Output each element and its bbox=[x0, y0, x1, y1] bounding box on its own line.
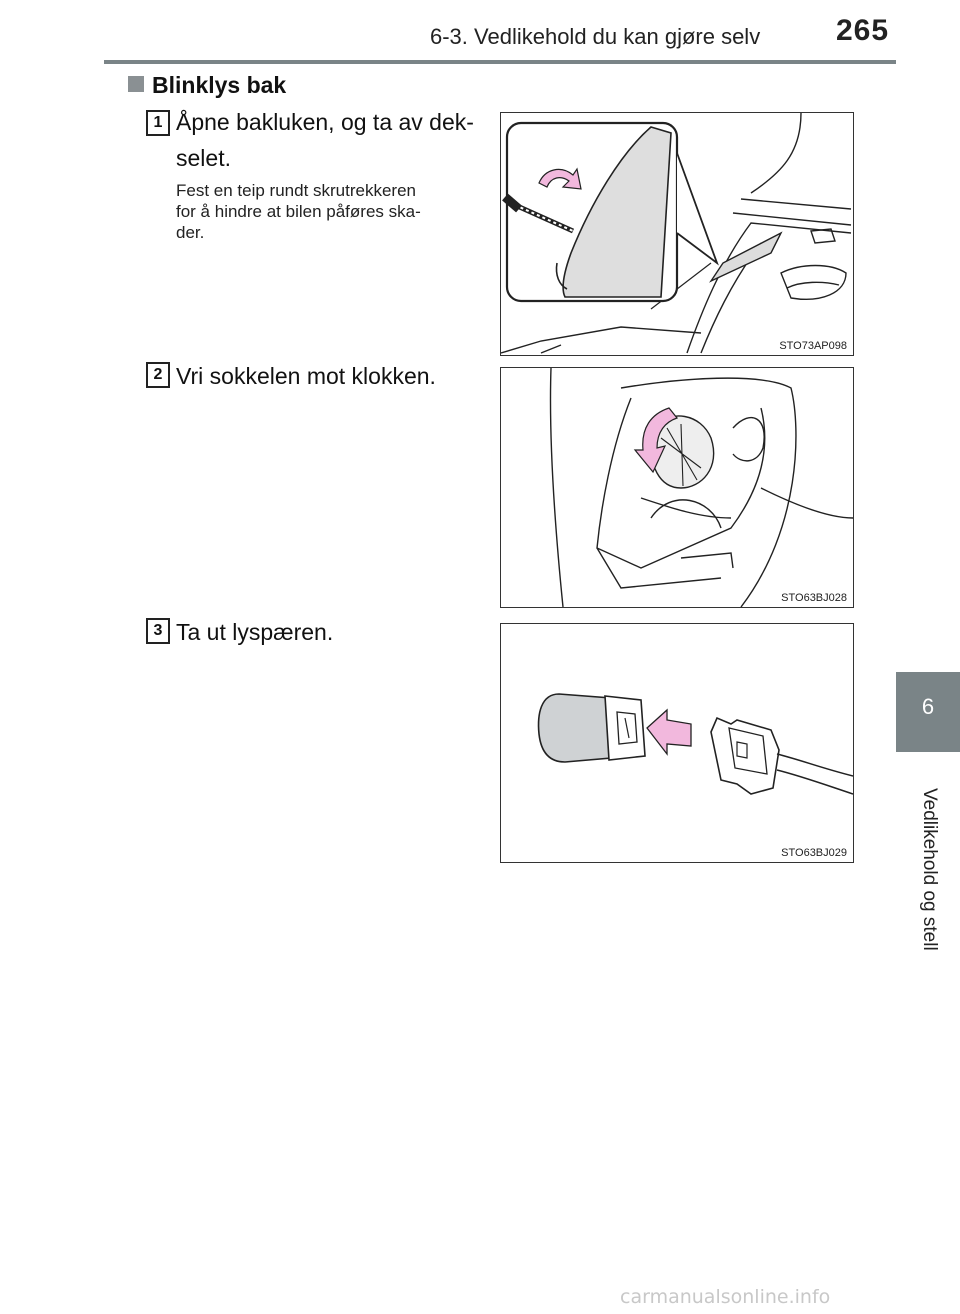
step-2-text: Vri sokkelen mot klokken. bbox=[176, 363, 436, 389]
watermark: carmanualsonline.info bbox=[620, 1286, 831, 1308]
header-rule bbox=[104, 60, 896, 64]
step-3-text: Ta ut lyspæren. bbox=[176, 619, 334, 645]
step-1-text-line: selet. bbox=[176, 145, 231, 171]
chapter-number: 6 bbox=[921, 694, 935, 719]
figure-code: STO63BJ029 bbox=[781, 847, 847, 859]
step-1-text bbox=[176, 104, 496, 176]
pull-arrow-icon bbox=[647, 710, 691, 754]
step-number-badge: 3 bbox=[146, 618, 170, 644]
section-heading bbox=[128, 72, 286, 99]
tailgate-illustration bbox=[501, 113, 853, 355]
step-1-note-line: der. bbox=[176, 223, 205, 242]
section-heading-text: Blinklys bak bbox=[152, 72, 287, 98]
figure-tailgate-cover bbox=[500, 112, 854, 356]
socket-illustration bbox=[501, 368, 853, 607]
page-number: 265 bbox=[836, 14, 890, 47]
step-1-note-line: for å hindre at bilen påføres ska- bbox=[176, 202, 421, 221]
step-1-text-line: Åpne bakluken, og ta av dek- bbox=[176, 109, 474, 135]
bulb-illustration bbox=[501, 624, 853, 862]
step-number-badge: 1 bbox=[146, 110, 170, 136]
step-1-note bbox=[176, 180, 468, 243]
bulb-glass bbox=[539, 694, 611, 762]
step-number-badge: 2 bbox=[146, 362, 170, 388]
figure-code: STO73AP098 bbox=[779, 340, 847, 352]
figure-remove-bulb bbox=[500, 623, 854, 863]
figure-code: STO63BJ028 bbox=[781, 592, 847, 604]
figure-socket-rotate bbox=[500, 367, 854, 608]
header-title: 6-3. Vedlikehold du kan gjøre selv bbox=[430, 24, 761, 49]
heading-square-icon bbox=[128, 76, 144, 92]
step-1-note-line: Fest en teip rundt skrutrekkeren bbox=[176, 181, 417, 200]
chapter-title: Vedlikehold og stell bbox=[919, 788, 940, 951]
socket bbox=[711, 718, 779, 794]
